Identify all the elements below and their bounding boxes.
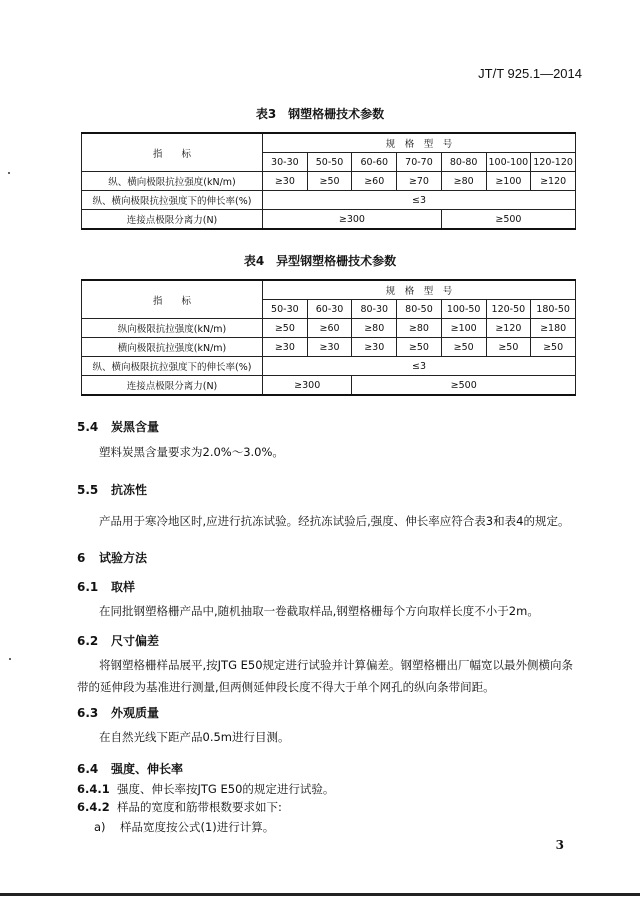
- table4-caption: 表4 异型钢塑格栅技术参数: [243, 254, 397, 268]
- table-row: [82, 191, 576, 210]
- table4-indicator-header: 指 标: [82, 280, 263, 319]
- list-marker: a): [94, 820, 106, 834]
- cell-value: ≤3: [263, 191, 576, 210]
- clause-number: 6.4.2: [77, 800, 110, 814]
- cell-value: ≥50: [441, 338, 486, 357]
- row-label: 纵向极限抗拉强度(kN/m): [82, 319, 263, 338]
- table3-spec: 120-120: [531, 153, 576, 172]
- table-row: [82, 319, 576, 338]
- paragraph: 塑料炭黑含量要求为2.0%～3.0%。: [99, 445, 284, 459]
- scan-speck: [8, 172, 10, 174]
- cell-value: ≥30: [352, 338, 397, 357]
- list-item-text: 样品宽度按公式(1)进行计算。: [120, 820, 275, 834]
- section-number: 6: [77, 551, 86, 565]
- section-title: 外观质量: [111, 706, 160, 720]
- page-number: 3: [555, 838, 564, 852]
- section-number: 6.2: [77, 634, 99, 648]
- table-row: [82, 210, 576, 230]
- section-heading: [77, 481, 147, 498]
- table4-spec: 180-50: [531, 300, 576, 319]
- table4-spec: 120-50: [486, 300, 531, 319]
- section-number: 5.5: [77, 483, 99, 497]
- row-label: 横向极限抗拉强度(kN/m): [82, 338, 263, 357]
- cell-value: ≥300: [263, 376, 352, 396]
- paragraph: [77, 796, 577, 818]
- cell-value: ≥300: [263, 210, 442, 230]
- section-title: 炭黑含量: [111, 420, 160, 434]
- table3-spec: 70-70: [397, 153, 442, 172]
- cell-value: ≥30: [263, 172, 308, 191]
- section-number: 6.1: [77, 580, 99, 594]
- table4-spec: 50-30: [263, 300, 308, 319]
- table3-caption: 表3 钢塑格栅技术参数: [255, 107, 385, 121]
- table3-spec: 30-30: [263, 153, 308, 172]
- paragraph: 在自然光线下距产品0.5m进行目测。: [99, 730, 290, 744]
- section-heading: [77, 418, 159, 435]
- cell-value: ≥30: [307, 338, 352, 357]
- cell-value: ≥50: [531, 338, 576, 357]
- clause-text: 强度、伸长率按JTG E50的规定进行试验。: [117, 782, 335, 796]
- section-heading: [77, 632, 159, 649]
- section-title: 强度、伸长率: [111, 762, 184, 776]
- cell-value: ≥120: [531, 172, 576, 191]
- table4: [81, 279, 576, 396]
- row-label: 纵、横向极限抗拉强度(kN/m): [82, 172, 263, 191]
- paragraph: 将钢塑格栅样品展平,按JTG E50规定进行试验并计算偏差。钢塑格栅出厂幅宽以最外侧横向条带的延伸段为基准进行测量,但两侧延伸段长度不得大于单个网孔的纵向条带间距。: [77, 658, 574, 694]
- section-heading: [77, 578, 135, 595]
- table4-spec: 80-30: [352, 300, 397, 319]
- section-title: 尺寸偏差: [111, 634, 160, 648]
- table-row: [82, 357, 576, 376]
- table-row: [82, 172, 576, 191]
- section-title: 抗冻性: [111, 483, 148, 497]
- row-label: 连接点极限分离力(N): [82, 376, 263, 396]
- cell-value: ≥50: [486, 338, 531, 357]
- table3-spec: 80-80: [441, 153, 486, 172]
- table-row: [82, 376, 576, 396]
- standard-code: JT/T 925.1—2014: [478, 66, 582, 81]
- table3-spec: 60-60: [352, 153, 397, 172]
- table4-spec-header: 规 格 型 号: [263, 280, 576, 300]
- cell-value: ≥50: [263, 319, 308, 338]
- section-number: 6.3: [77, 706, 99, 720]
- table3-spec: 100-100: [486, 153, 531, 172]
- cell-value: ≥180: [531, 319, 576, 338]
- table4-spec: 100-50: [441, 300, 486, 319]
- cell-value: ≥100: [441, 319, 486, 338]
- table-row: [82, 338, 576, 357]
- bottom-edge-rule: [0, 893, 640, 896]
- cell-value: ≥50: [397, 338, 442, 357]
- cell-value: ≥30: [263, 338, 308, 357]
- cell-value: ≥80: [352, 319, 397, 338]
- section-title: 试验方法: [99, 551, 148, 565]
- row-label: 纵、横向极限抗拉强度下的伸长率(%): [82, 191, 263, 210]
- row-label: 纵、横向极限抗拉强度下的伸长率(%): [82, 357, 263, 376]
- cell-value: ≥60: [352, 172, 397, 191]
- chapter-heading: [77, 549, 147, 566]
- table3-spec-header: 规 格 型 号: [263, 133, 576, 153]
- clause-number: 6.4.1: [77, 782, 110, 796]
- section-heading: [77, 704, 159, 721]
- cell-value: ≥50: [307, 172, 352, 191]
- cell-value: ≥500: [441, 210, 575, 230]
- table3-indicator-header: 指 标: [82, 133, 263, 172]
- cell-value: ≥60: [307, 319, 352, 338]
- section-number: 5.4: [77, 420, 99, 434]
- row-label: 连接点极限分离力(N): [82, 210, 263, 230]
- paragraph: 产品用于寒冷地区时,应进行抗冻试验。经抗冻试验后,强度、伸长率应符合表3和表4的规定。: [99, 514, 570, 528]
- section-heading: [77, 760, 183, 777]
- cell-value: ≥70: [397, 172, 442, 191]
- table4-spec: 60-30: [307, 300, 352, 319]
- clause-text: 样品的宽度和筋带根数要求如下:: [117, 800, 282, 814]
- table3-spec: 50-50: [307, 153, 352, 172]
- cell-value: ≥80: [397, 319, 442, 338]
- list-item: [94, 816, 594, 838]
- table4-spec: 80-50: [397, 300, 442, 319]
- paragraph: 在同批钢塑格栅产品中,随机抽取一卷截取样品,钢塑格栅每个方向取样长度不小于2m。: [99, 604, 539, 618]
- cell-value: ≥500: [352, 376, 576, 396]
- table3: [81, 132, 576, 230]
- section-number: 6.4: [77, 762, 99, 776]
- cell-value: ≥120: [486, 319, 531, 338]
- cell-value: ≥80: [441, 172, 486, 191]
- cell-value: ≥100: [486, 172, 531, 191]
- scan-speck: [9, 658, 11, 660]
- section-title: 取样: [111, 580, 136, 594]
- cell-value: ≤3: [263, 357, 576, 376]
